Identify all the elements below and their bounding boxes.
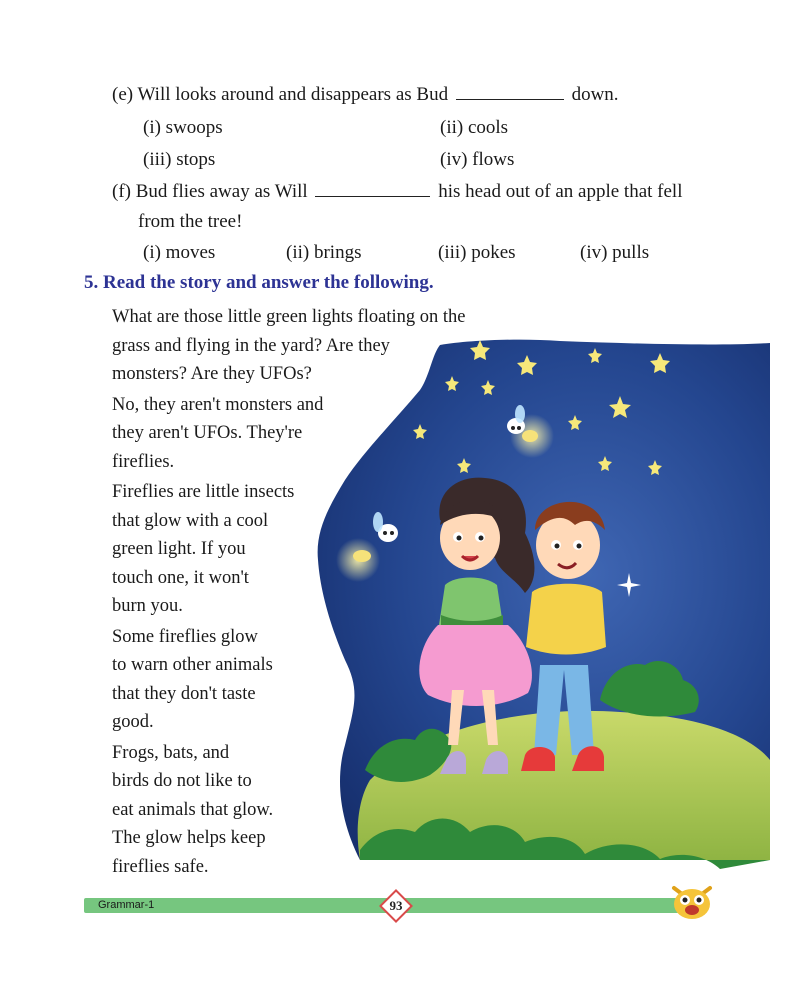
question-e-stem (112, 84, 619, 106)
option-e-3: (iii) stops (143, 149, 216, 170)
option-e-4: (iv) flows (440, 149, 515, 170)
story-line: that glow with a cool (112, 510, 269, 531)
option-f-1: (i) moves (143, 242, 216, 263)
story-line: Frogs, bats, and (112, 742, 230, 763)
story-line: they aren't UFOs. They're (112, 423, 303, 443)
story-line: grass and flying in the yard? Are they (112, 335, 390, 356)
story-line: monsters? Are they UFOs? (112, 364, 312, 384)
story-line: to warn other animals (112, 655, 273, 675)
story-line: Fireflies are little insects (112, 482, 295, 502)
option-f-3: (iii) pokes (438, 242, 516, 263)
option-e-1: (i) swoops (143, 117, 223, 138)
answer-blank-e (456, 99, 564, 100)
option-e-2: (ii) cools (440, 117, 509, 138)
question-f-line2: from the tree! (138, 211, 243, 232)
story-line: fireflies. (112, 451, 175, 472)
story-line: No, they aren't monsters and (112, 394, 324, 415)
mascot-icon (668, 878, 716, 922)
option-f-2: (ii) brings (286, 242, 362, 263)
question-f-stem (112, 181, 683, 203)
story-line: The glow helps keep (112, 828, 266, 848)
story-line: good. (112, 712, 154, 732)
question-f-text: (f) Bud flies away as Will (112, 181, 308, 202)
option-f-4: (iv) pulls (580, 242, 650, 263)
story-line: burn you. (112, 596, 183, 616)
story-line: touch one, it won't (112, 567, 249, 588)
story-line: Some fireflies glow (112, 626, 258, 647)
story-text (112, 303, 465, 881)
question-e-text-end: down. (571, 84, 619, 105)
story-line: What are those little green lights floating on the (112, 307, 466, 327)
story-line: eat animals that glow. (112, 799, 274, 820)
answer-blank-f (315, 196, 430, 197)
story-line: that they don't taste (112, 683, 256, 704)
section-heading: 5. Read the story and answer the following. (84, 272, 434, 293)
footer-label: Grammar-1 (98, 899, 155, 911)
page-number: 93 (389, 898, 403, 913)
story-line: green light. If you (112, 539, 246, 559)
question-f-text-end: his head out of an apple that fell (438, 181, 683, 202)
story-line: birds do not like to (112, 771, 252, 791)
question-e-text: (e) Will looks around and disappears as Bud (112, 84, 449, 105)
story-line: fireflies safe. (112, 856, 209, 877)
